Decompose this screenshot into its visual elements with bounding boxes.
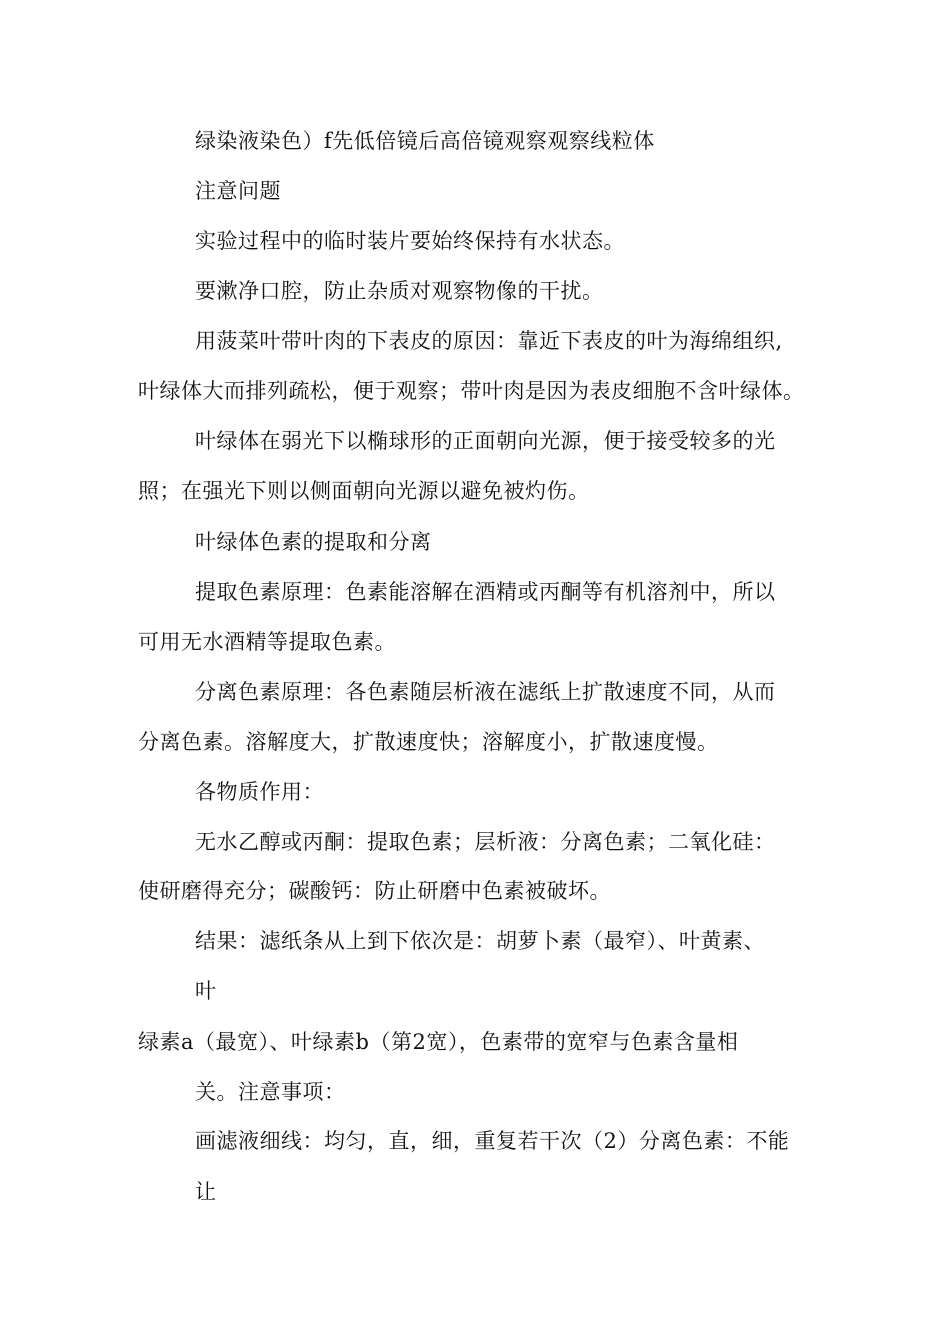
text-line-16: 使研磨得充分；碳酸钙：防止研磨中色素被破坏。: [138, 879, 611, 903]
text-line-18: 叶: [195, 979, 217, 1003]
text-line-19: 绿素a（最宽）、叶绿素b（第2宽），色素带的宽窄与色素含量相: [138, 1030, 739, 1054]
text-line-8: 照；在强光下则以侧面朝向光源以避免被灼伤。: [138, 479, 590, 503]
text-line-20: 关。注意事项：: [195, 1080, 346, 1104]
text-line-15: 无水乙醇或丙酮：提取色素；层析液：分离色素；二氧化硅：: [195, 830, 776, 854]
text-line-4: 要漱净口腔，防止杂质对观察物像的干扰。: [195, 279, 604, 303]
text-line-14: 各物质作用：: [195, 780, 324, 804]
text-line-17: 结果：滤纸条从上到下依次是：胡萝卜素（最窄）、叶黄素、: [195, 929, 765, 953]
text-line-10: 提取色素原理：色素能溶解在酒精或丙酮等有机溶剂中，所以: [195, 580, 776, 604]
text-line-13: 分离色素。溶解度大，扩散速度快；溶解度小，扩散速度慢。: [138, 730, 719, 754]
text-line-3: 实验过程中的临时装片要始终保持有水状态。: [195, 229, 625, 253]
text-line-5: 用菠菜叶带叶肉的下表皮的原因：靠近下表皮的叶为海绵组织,: [195, 329, 783, 353]
text-line-22: 让: [195, 1180, 217, 1204]
text-line-7: 叶绿体在弱光下以椭球形的正面朝向光源，便于接受较多的光: [195, 429, 776, 453]
text-line-2: 注意问题: [195, 179, 281, 203]
text-line-9: 叶绿体色素的提取和分离: [195, 530, 432, 554]
text-line-12: 分离色素原理：各色素随层析液在滤纸上扩散速度不同，从而: [195, 680, 776, 704]
text-line-1: 绿染液染色）f先低倍镜后高倍镜观察观察线粒体: [195, 129, 655, 153]
text-line-11: 可用无水酒精等提取色素。: [138, 630, 396, 654]
text-line-6: 叶绿体大而排列疏松，便于观察；带叶肉是因为表皮细胞不含叶绿体。: [138, 379, 805, 403]
text-line-21: 画滤液细线：均匀，直，细，重复若干次（2）分离色素：不能: [195, 1129, 790, 1153]
